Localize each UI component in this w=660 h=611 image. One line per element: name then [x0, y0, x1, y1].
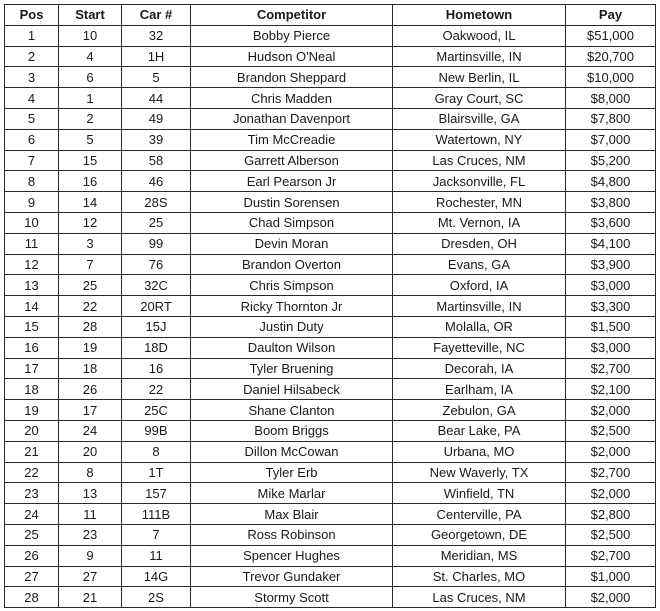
table-row [5, 524, 656, 545]
cell-hometown: Molalla, OR [393, 316, 566, 337]
cell-start: 15 [59, 150, 122, 171]
cell-pos: 25 [5, 524, 59, 545]
table-row [5, 316, 656, 337]
cell-competitor: Brandon Overton [191, 254, 393, 275]
table-row [5, 587, 656, 608]
cell-start: 7 [59, 254, 122, 275]
cell-start: 19 [59, 337, 122, 358]
cell-hometown: Centerville, PA [393, 504, 566, 525]
cell-start: 17 [59, 400, 122, 421]
cell-car-number: 157 [122, 483, 191, 504]
cell-hometown: Oakwood, IL [393, 25, 566, 46]
cell-start: 20 [59, 441, 122, 462]
cell-competitor: Tyler Erb [191, 462, 393, 483]
cell-pos: 6 [5, 129, 59, 150]
cell-pos: 7 [5, 150, 59, 171]
cell-pos: 2 [5, 46, 59, 67]
cell-hometown: Oxford, IA [393, 275, 566, 296]
cell-competitor: Dillon McCowan [191, 441, 393, 462]
cell-pos: 4 [5, 88, 59, 109]
cell-competitor: Chris Madden [191, 88, 393, 109]
cell-hometown: Evans, GA [393, 254, 566, 275]
cell-car-number: 39 [122, 129, 191, 150]
table-row [5, 212, 656, 233]
cell-pos: 23 [5, 483, 59, 504]
cell-competitor: Tyler Bruening [191, 358, 393, 379]
cell-pay: $51,000 [566, 25, 656, 46]
cell-competitor: Garrett Alberson [191, 150, 393, 171]
table-row [5, 171, 656, 192]
cell-competitor: Chad Simpson [191, 212, 393, 233]
cell-pos: 20 [5, 420, 59, 441]
cell-pay: $3,600 [566, 212, 656, 233]
cell-car-number: 111B [122, 504, 191, 525]
cell-hometown: Mt. Vernon, IA [393, 212, 566, 233]
cell-pay: $7,800 [566, 108, 656, 129]
table-row [5, 483, 656, 504]
cell-competitor: Justin Duty [191, 316, 393, 337]
cell-start: 6 [59, 67, 122, 88]
cell-pos: 27 [5, 566, 59, 587]
table-row [5, 67, 656, 88]
cell-pos: 21 [5, 441, 59, 462]
table-row [5, 400, 656, 421]
cell-car-number: 18D [122, 337, 191, 358]
cell-car-number: 32 [122, 25, 191, 46]
cell-car-number: 16 [122, 358, 191, 379]
cell-pos: 14 [5, 296, 59, 317]
cell-start: 11 [59, 504, 122, 525]
cell-pay: $2,100 [566, 379, 656, 400]
cell-competitor: Tim McCreadie [191, 129, 393, 150]
cell-pay: $2,700 [566, 358, 656, 379]
cell-pay: $7,000 [566, 129, 656, 150]
table-row [5, 296, 656, 317]
cell-start: 21 [59, 587, 122, 608]
cell-competitor: Bobby Pierce [191, 25, 393, 46]
cell-competitor: Chris Simpson [191, 275, 393, 296]
cell-car-number: 28S [122, 192, 191, 213]
cell-competitor: Mike Marlar [191, 483, 393, 504]
cell-competitor: Stormy Scott [191, 587, 393, 608]
cell-hometown: Las Cruces, NM [393, 150, 566, 171]
cell-start: 13 [59, 483, 122, 504]
cell-pos: 26 [5, 545, 59, 566]
cell-pay: $10,000 [566, 67, 656, 88]
cell-car-number: 14G [122, 566, 191, 587]
cell-hometown: Jacksonville, FL [393, 171, 566, 192]
cell-pay: $4,800 [566, 171, 656, 192]
cell-pos: 8 [5, 171, 59, 192]
cell-pay: $1,500 [566, 316, 656, 337]
cell-start: 24 [59, 420, 122, 441]
cell-pay: $8,000 [566, 88, 656, 109]
cell-car-number: 32C [122, 275, 191, 296]
table-row [5, 462, 656, 483]
header-hometown: Hometown [393, 5, 566, 26]
header-competitor: Competitor [191, 5, 393, 26]
cell-pay: $2,800 [566, 504, 656, 525]
cell-hometown: Meridian, MS [393, 545, 566, 566]
cell-start: 16 [59, 171, 122, 192]
table-row [5, 254, 656, 275]
cell-competitor: Brandon Sheppard [191, 67, 393, 88]
cell-competitor: Daulton Wilson [191, 337, 393, 358]
cell-hometown: Rochester, MN [393, 192, 566, 213]
cell-start: 5 [59, 129, 122, 150]
table-row [5, 129, 656, 150]
header-car-number: Car # [122, 5, 191, 26]
header-row [5, 5, 656, 26]
cell-competitor: Boom Briggs [191, 420, 393, 441]
cell-pos: 5 [5, 108, 59, 129]
cell-pay: $3,800 [566, 192, 656, 213]
cell-competitor: Devin Moran [191, 233, 393, 254]
table-row [5, 545, 656, 566]
cell-pay: $20,700 [566, 46, 656, 67]
cell-hometown: Martinsville, IN [393, 296, 566, 317]
cell-pay: $2,000 [566, 483, 656, 504]
cell-hometown: Winfield, TN [393, 483, 566, 504]
cell-pos: 28 [5, 587, 59, 608]
cell-start: 10 [59, 25, 122, 46]
cell-start: 28 [59, 316, 122, 337]
cell-hometown: Gray Court, SC [393, 88, 566, 109]
cell-start: 2 [59, 108, 122, 129]
cell-car-number: 7 [122, 524, 191, 545]
cell-pos: 18 [5, 379, 59, 400]
cell-hometown: Martinsville, IN [393, 46, 566, 67]
cell-hometown: Bear Lake, PA [393, 420, 566, 441]
cell-pay: $3,000 [566, 337, 656, 358]
cell-start: 22 [59, 296, 122, 317]
cell-pay: $2,500 [566, 524, 656, 545]
cell-car-number: 25 [122, 212, 191, 233]
cell-hometown: Zebulon, GA [393, 400, 566, 421]
cell-car-number: 25C [122, 400, 191, 421]
cell-start: 8 [59, 462, 122, 483]
cell-car-number: 99 [122, 233, 191, 254]
table-row [5, 46, 656, 67]
cell-car-number: 5 [122, 67, 191, 88]
cell-hometown: Decorah, IA [393, 358, 566, 379]
cell-hometown: Earlham, IA [393, 379, 566, 400]
cell-car-number: 22 [122, 379, 191, 400]
cell-hometown: Las Cruces, NM [393, 587, 566, 608]
cell-hometown: Blairsville, GA [393, 108, 566, 129]
cell-start: 12 [59, 212, 122, 233]
cell-pos: 12 [5, 254, 59, 275]
table-row [5, 566, 656, 587]
cell-competitor: Ross Robinson [191, 524, 393, 545]
cell-hometown: Georgetown, DE [393, 524, 566, 545]
results-body [5, 25, 656, 607]
cell-pay: $2,000 [566, 400, 656, 421]
cell-start: 4 [59, 46, 122, 67]
cell-car-number: 49 [122, 108, 191, 129]
cell-car-number: 58 [122, 150, 191, 171]
cell-pay: $3,000 [566, 275, 656, 296]
cell-pay: $3,300 [566, 296, 656, 317]
cell-start: 26 [59, 379, 122, 400]
cell-competitor: Shane Clanton [191, 400, 393, 421]
cell-hometown: New Waverly, TX [393, 462, 566, 483]
cell-competitor: Spencer Hughes [191, 545, 393, 566]
cell-pos: 10 [5, 212, 59, 233]
cell-start: 25 [59, 275, 122, 296]
cell-pos: 16 [5, 337, 59, 358]
cell-start: 14 [59, 192, 122, 213]
cell-competitor: Dustin Sorensen [191, 192, 393, 213]
header-pay: Pay [566, 5, 656, 26]
header-start: Start [59, 5, 122, 26]
cell-competitor: Hudson O'Neal [191, 46, 393, 67]
cell-pay: $2,500 [566, 420, 656, 441]
cell-car-number: 1H [122, 46, 191, 67]
cell-car-number: 99B [122, 420, 191, 441]
cell-pos: 24 [5, 504, 59, 525]
cell-pos: 3 [5, 67, 59, 88]
table-row [5, 420, 656, 441]
cell-pay: $2,000 [566, 587, 656, 608]
cell-pay: $1,000 [566, 566, 656, 587]
cell-competitor: Ricky Thornton Jr [191, 296, 393, 317]
race-results-table [4, 4, 656, 608]
cell-car-number: 76 [122, 254, 191, 275]
cell-start: 3 [59, 233, 122, 254]
cell-competitor: Trevor Gundaker [191, 566, 393, 587]
table-row [5, 275, 656, 296]
table-row [5, 441, 656, 462]
cell-pay: $5,200 [566, 150, 656, 171]
cell-pos: 17 [5, 358, 59, 379]
cell-hometown: Fayetteville, NC [393, 337, 566, 358]
cell-car-number: 2S [122, 587, 191, 608]
cell-car-number: 11 [122, 545, 191, 566]
cell-car-number: 44 [122, 88, 191, 109]
cell-competitor: Daniel Hilsabeck [191, 379, 393, 400]
cell-hometown: Dresden, OH [393, 233, 566, 254]
cell-hometown: Watertown, NY [393, 129, 566, 150]
cell-pos: 1 [5, 25, 59, 46]
table-row [5, 504, 656, 525]
cell-pos: 15 [5, 316, 59, 337]
cell-hometown: New Berlin, IL [393, 67, 566, 88]
cell-car-number: 15J [122, 316, 191, 337]
table-row [5, 192, 656, 213]
cell-competitor: Earl Pearson Jr [191, 171, 393, 192]
cell-hometown: Urbana, MO [393, 441, 566, 462]
table-row [5, 358, 656, 379]
table-row [5, 108, 656, 129]
cell-pos: 9 [5, 192, 59, 213]
cell-start: 9 [59, 545, 122, 566]
cell-competitor: Jonathan Davenport [191, 108, 393, 129]
table-row [5, 150, 656, 171]
cell-start: 18 [59, 358, 122, 379]
cell-car-number: 8 [122, 441, 191, 462]
cell-pay: $2,000 [566, 441, 656, 462]
header-pos: Pos [5, 5, 59, 26]
cell-competitor: Max Blair [191, 504, 393, 525]
cell-pay: $4,100 [566, 233, 656, 254]
cell-pos: 11 [5, 233, 59, 254]
cell-car-number: 46 [122, 171, 191, 192]
cell-hometown: St. Charles, MO [393, 566, 566, 587]
cell-pos: 22 [5, 462, 59, 483]
cell-start: 27 [59, 566, 122, 587]
cell-start: 23 [59, 524, 122, 545]
cell-pay: $2,700 [566, 462, 656, 483]
cell-car-number: 1T [122, 462, 191, 483]
cell-pos: 19 [5, 400, 59, 421]
cell-pay: $3,900 [566, 254, 656, 275]
cell-car-number: 20RT [122, 296, 191, 317]
cell-pos: 13 [5, 275, 59, 296]
cell-pay: $2,700 [566, 545, 656, 566]
table-row [5, 233, 656, 254]
table-row [5, 337, 656, 358]
table-row [5, 379, 656, 400]
table-row [5, 88, 656, 109]
cell-start: 1 [59, 88, 122, 109]
table-row [5, 25, 656, 46]
